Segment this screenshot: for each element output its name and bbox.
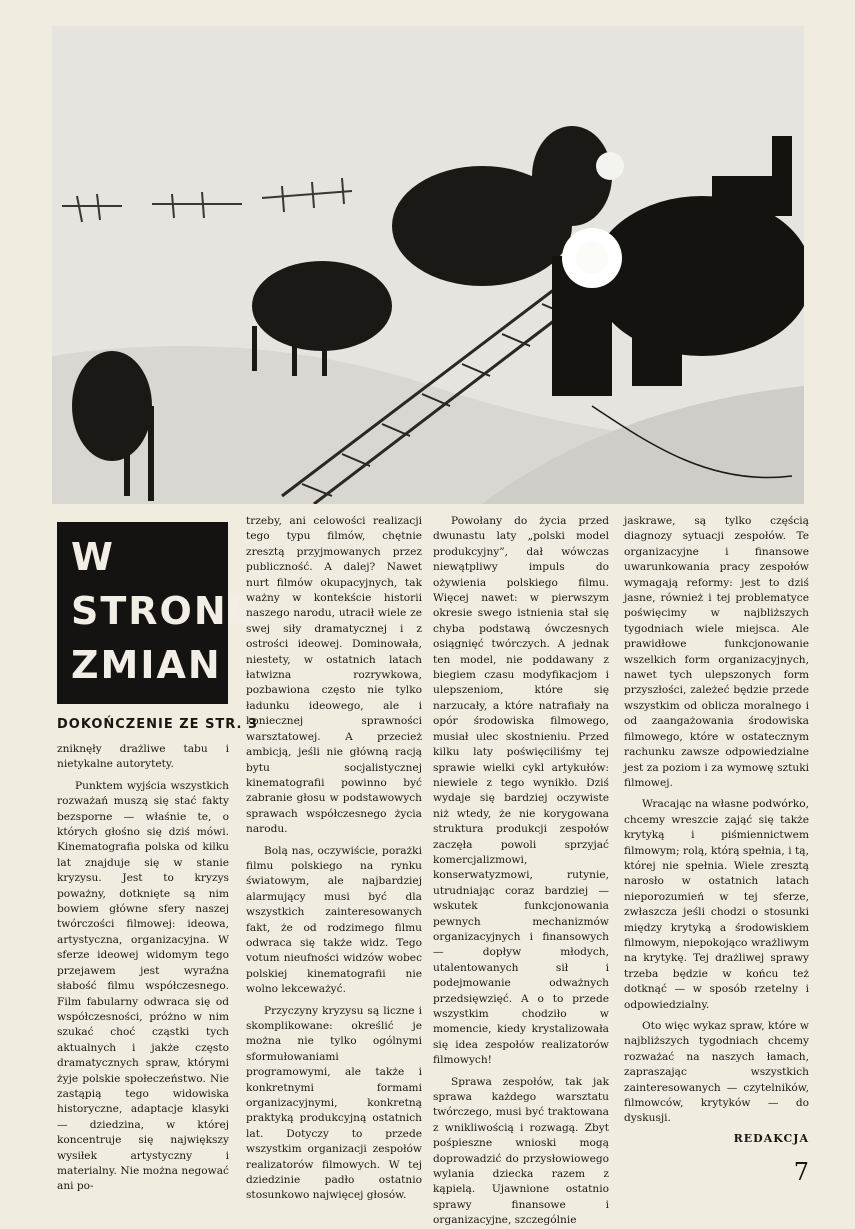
paragraph: Sprawa zespołów, tak jak sprawa każdego warsztatu twórczego, musi być traktowana z wnikliwością i rozwagą. Zbyt pośpieszne wnioski mogą doprowadzić do przysłowiowego wylania dziecka razem z kąpielą. Ujawnione ostatnio sprawy finansowe i organizacyjne, szczególnie (433, 1075, 609, 1227)
paragraph: zniknęły drażliwe tabu i nietykalne autorytety. (57, 743, 229, 771)
paragraph: Oto więc wykaz spraw, które w najbliższych tygodniach chcemy rozważać na naszych łamach, zapraszając wszystkich zainteresowanych — czytelników, filmowców, krytyków — do dyskusji. (624, 1020, 809, 1125)
paragraph: jaskrawe, są tylko częścią diagnozy sytuacji zespołów. Te organizacyjne i finansowe uwarunkowania pracy zespołów wymagają reformy: jest to dziś jasne, również i tej problematyce poświęcimy w najbliższych tygodniach wiele miejsca. Ale prawidłowe funkcjonowanie wszelkich form organizacyjnych, nawet tych ulepszonych form przyszłości, zależeć będzie przede wszystkim od oblicza moralnego i od zaangażowania środowiska filmowego, które w ostatecznym rachunku zawsze odpowiedzialne jest za poziom i za wymowę sztuki filmowej. (624, 515, 809, 789)
paragraph: trzeby, ani celowości realizacji tego typu filmów, chętnie zresztą przyjmowanych przez publiczność. A dalej? Nawet nurt filmów okupacyjnych, tak ważny w kontekście historii naszego narodu, utracił wiele ze swej siły dramatycznej i z ostrości ideowej. Dominowała, niestety, w ostatnich latach łatwizna rozrywkowa, pozbawiona często nie tylko ładunku ideowego, ale i koniecznej sprawności warsztatowej. A przecież ambicją, jeśli nie główną racją bytu socjalistycznej kinematografii powinno być zabranie głosu w podstawowych sprawach współczesnego życia narodu. (246, 515, 422, 836)
paragraph: Przyczyny kryzysu są liczne i skomplikowane: określić je można nie tylko ogólnymi sformułowaniami programowymi, ale także i konkretnymi formami organizacyjnymi, konkretną praktyką produkcyjną ostatnich lat. Dotyczy to przede wszystkim organizacji zespołów realizatorów filmowych. W tej dziedzinie padło ostatnio stosunkowo najwięcej głosów. (246, 1004, 422, 1202)
paragraph: Powołany do życia przed dwunastu laty „polski model produkcyjny”, dał wówczas niewątpliwy impuls do ożywienia polskiego filmu. Więcej nawet: w pierwszym okresie swego istnienia stał się chyba podstawą ówczesnych osiągnięć twórczych. A jednak ten model, nie poddawany z biegiem czasu modyfikacjom i ulepszeniom, które się narzucały, a które natrafiały na opór środowiska filmowego, musiał ulec skostnieniu. Przed kilku laty poświęciliśmy tej sprawie wielki cykl artykułów: niewiele z tego wynikło. Dziś wydaje się bardziej oczywiste niż wtedy, że nie korygowana struktura produkcji zespołów zaczęła powoli sprzyjać komercjalizmowi, konserwatyzmowi, rutynie, utrudniając coraz bardziej — wskutek funkcjonowania pewnych mechanizmów organizacyjnych i finansowych — dopływ młodych, utalentowanych sił i podejmowanie odważnych przedsięwzięć. A o to przede wszystkim chodziło w momencie, kiedy krystalizowała się idea zespołów realizatorów filmowych! (433, 515, 609, 1067)
text-column-3 (433, 514, 609, 1229)
text-column-2 (246, 514, 422, 1204)
page-number: 7 (793, 1158, 809, 1186)
headline-line-3: ZMIAN (71, 643, 222, 687)
paragraph: Bolą nas, oczywiście, porażki filmu polskiego na rynku światowym, ale najbardziej alarmujący musi być dla wszystkich zainteresowanych fakt, że od rodzimego filmu odwraca się także widz. Tego votum nieufności widzów wobec polskiej kinematografii nie wolno lekceważyć. (246, 844, 422, 996)
editorial-signature: REDAKCJA (733, 1132, 809, 1145)
film-set-illustration (52, 26, 804, 504)
headline-line-2: STRONĘ (71, 589, 256, 633)
headline-box (57, 522, 256, 704)
continuation-note: DOKOŃCZENIE ZE STR. 3 (57, 717, 259, 732)
paragraph: Punktem wyjścia wszystkich rozważań muszą się stać fakty bezsporne — właśnie te, o których głośno się dziś mówi. Kinematografia polska od kilku lat znajduje się w stanie kryzysu. Jest to kryzys poważny, dotknięte są nim bowiem główne sfery naszej twórczości filmowej: ideowa, artystyczna, organizacyjna. W sferze ideowej widomym tego przejawem jest wyraźna słabość filmu współczesnego. Film fabularny odwraca się od współczesności, próżno w nim szukać choć cząstki tych aktualnych i jakże często dramatycznych spraw, którymi żyje polskie społeczeństwo. Nie zastąpią tego widowiska historyczne, adaptacje klasyki — dziedzina, w której koncentruje się największy wysiłek artystyczny i materialny. Nie można negować ani po- (57, 779, 229, 1193)
paragraph: Wracając na własne podwórko, chcemy wreszcie zająć się także krytyką i piśmiennictwem filmowym; rolą, którą spełnia, i tą, której nie spełnia. Wiele zresztą narosło w ostatnich latach nieporozumień w tej sferze, zwłaszcza jeśli chodzi o stosunki między krytyką a środowiskiem filmowym, niepokojąco wrażliwym na krytykę. Tej drażliwej sprawy trzeba będzie w końcu też dotknąć — w sposób rzetelny i odpowiedzialny. (624, 798, 809, 1011)
headline-line-1: W (71, 535, 115, 579)
text-column-4 (624, 514, 809, 1127)
text-column-1 (57, 742, 229, 1195)
film-set-photo (52, 26, 804, 504)
